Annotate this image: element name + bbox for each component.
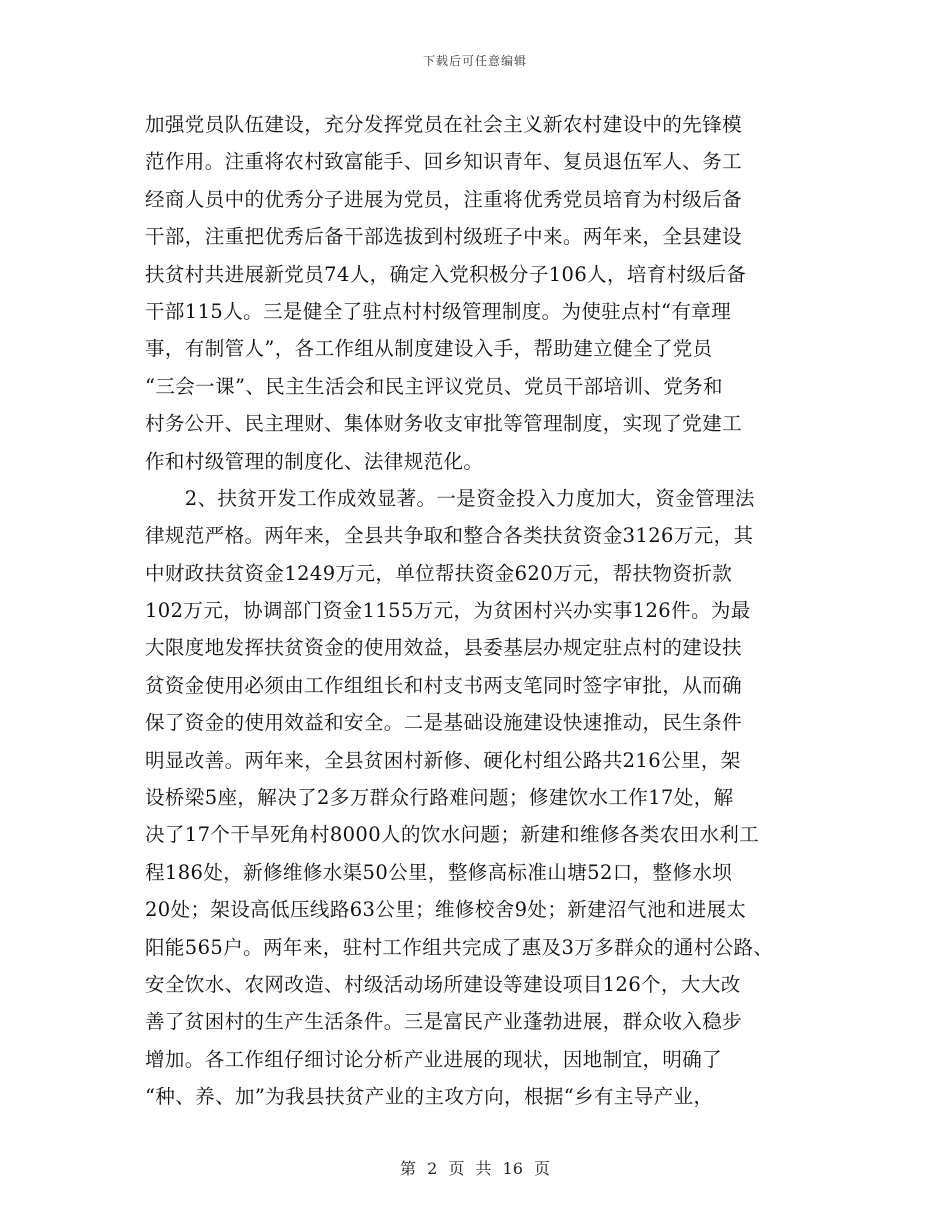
document-body	[145, 106, 815, 1116]
text-line: 设桥梁5座，解决了2多万群众行路难问题；修建饮水工作17处，解	[145, 786, 734, 810]
text-line: 干部，注重把优秀后备干部选拔到村级班子中来。两年来，全县建设	[145, 225, 743, 249]
text-line: 决了17个干旱死角村8000人的饮水问题；新建和维修各类农田水利工	[145, 823, 760, 847]
text-line: 程186处，新修维修水渠50公里，整修高标准山塘52口，整修水坝	[145, 860, 733, 884]
text-line: 村务公开、民主理财、集体财务收支审批等管理制度，实现了党建工	[145, 412, 743, 436]
text-line: “种、养、加”为我县扶贫产业的主攻方向，根据“乡有主导产业，	[145, 1085, 714, 1109]
text-line: 2、扶贫开发工作成效显著。一是资金投入力度加大，资金管理法	[145, 486, 755, 510]
text-line: 加强党员队伍建设，充分发挥党员在社会主义新农村建设中的先锋模	[145, 113, 743, 136]
text-line: 102万元，协调部门资金1155万元，为贫困村兴办实事126件。为最	[145, 599, 751, 623]
text-line: 干部115人。三是健全了驻点村村级管理制度。为使驻点村“有章理	[145, 299, 732, 323]
page-footer: 第 2 页 共 16 页	[400, 1159, 550, 1178]
text-line: 律规范严格。两年来，全县共争取和整合各类扶贫资金3126万元，其	[145, 524, 754, 548]
text-line: “三会一课”、民主生活会和民主评议党员、党员干部培训、党务和	[145, 374, 723, 398]
text-line: 扶贫村共进展新党员74人，确定入党积极分子106人，培育村级后备	[145, 262, 747, 286]
text-line: 善了贫困村的生产生活条件。三是富民产业蓬勃进展，群众收入稳步	[145, 1010, 743, 1034]
text-line: 中财政扶贫资金1249万元，单位帮扶资金620万元，帮扶物资折款	[145, 561, 733, 585]
text-line: 20处；架设高低压线路63公里；维修校舍9处；新建沼气池和进展太	[145, 898, 747, 922]
text-line: 阳能565户。两年来，驻村工作组共完成了惠及3万多群众的通村公路、	[145, 935, 774, 959]
text-line: 大限度地发挥扶贫资金的使用效益，县委基层办规定驻点村的建设扶	[145, 636, 743, 660]
text-line: 作和村级管理的制度化、法律规范化。	[145, 449, 484, 473]
text-line: 经商人员中的优秀分子进展为党员，注重将优秀党员培育为村级后备	[145, 187, 743, 211]
text-line: 范作用。注重将农村致富能手、回乡知识青年、复员退伍军人、务工	[145, 150, 743, 174]
text-line: 明显改善。两年来，全县贫困村新修、硬化村组公路共216公里，架	[145, 748, 741, 772]
text-line: 事，有制管人”，各工作组从制度建设入手，帮助建立健全了党员	[145, 337, 713, 361]
text-line: 安全饮水、农网改造、村级活动场所建设等建设项目126个，大大改	[145, 972, 741, 996]
text-line: 保了资金的使用效益和安全。二是基础设施建设快速推动，民生条件	[145, 711, 743, 735]
page-header: 下载后可任意编辑	[422, 54, 527, 68]
text-line: 增加。各工作组仔细讨论分析产业进展的现状，因地制宜，明确了	[145, 1047, 723, 1071]
text-line: 贫资金使用必须由工作组组长和村支书两支笔同时签字审批，从而确	[145, 673, 743, 697]
